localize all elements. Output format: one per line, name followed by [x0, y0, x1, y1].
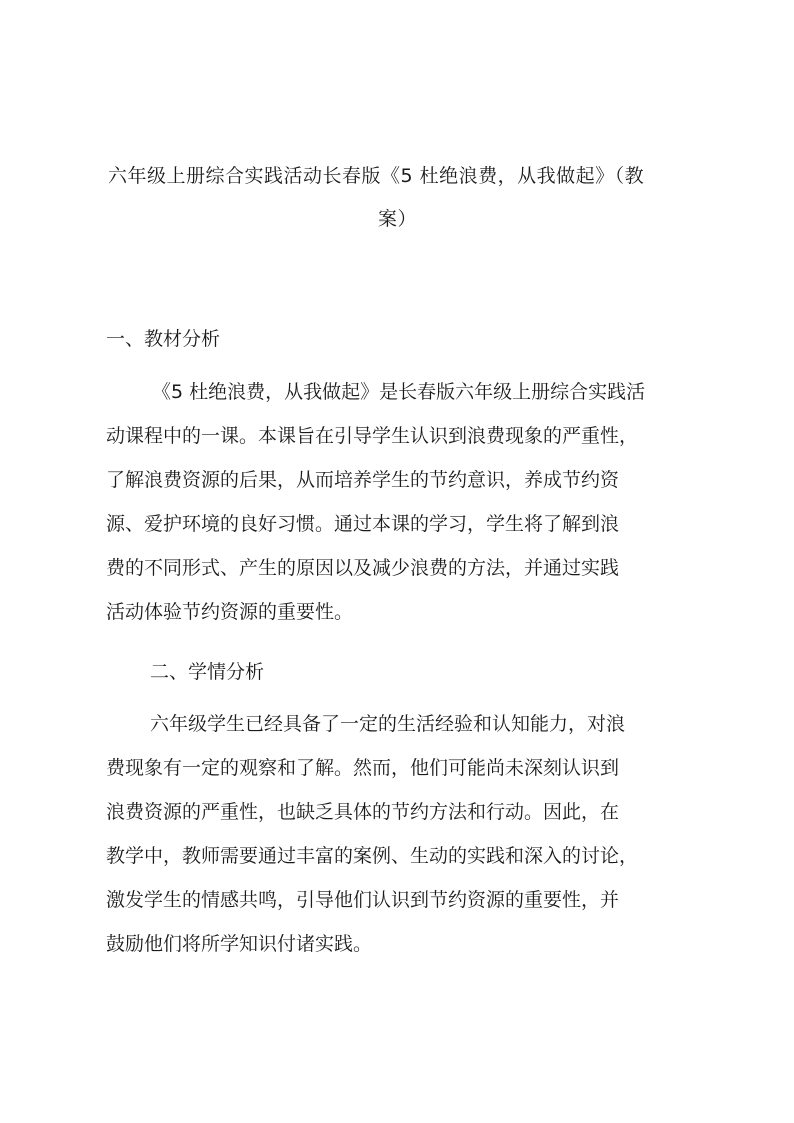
paragraph-line: 了解浪费资源的后果，从而培养学生的节约意识，养成节约资 [106, 469, 620, 491]
paragraph-line: 活动体验节约资源的重要性。 [106, 601, 354, 623]
section-heading-student-analysis: 二、学情分析 [150, 661, 265, 683]
document-title-line-1: 六年级上册综合实践活动长春版《5 杜绝浪费，从我做起》（教 [108, 165, 645, 187]
paragraph-line: 鼓励他们将所学知识付诸实践。 [106, 933, 373, 955]
paragraph-line: 费现象有一定的观察和了解。然而，他们可能尚未深刻认识到 [106, 757, 620, 779]
paragraph-line: 费的不同形式、产生的原因以及减少浪费的方法，并通过实践 [106, 557, 620, 579]
paragraph-line: 动课程中的一课。本课旨在引导学生认识到浪费现象的严重性， [106, 425, 639, 447]
document-title-line-2: 案） [378, 208, 418, 230]
paragraph-line: 源、爱护环境的良好习惯。通过本课的学习，学生将了解到浪 [106, 513, 620, 535]
section-heading-textbook-analysis: 一、教材分析 [106, 328, 221, 350]
paragraph-line: 六年级学生已经具备了一定的生活经验和认知能力，对浪 [150, 713, 626, 735]
paragraph-line: 《5 杜绝浪费，从我做起》是长春版六年级上册综合实践活 [152, 381, 646, 403]
paragraph-line: 教学中，教师需要通过丰富的案例、生动的实践和深入的讨论， [106, 845, 639, 867]
paragraph-line: 浪费资源的严重性，也缺乏具体的节约方法和行动。因此，在 [106, 801, 620, 823]
paragraph-line: 激发学生的情感共鸣，引导他们认识到节约资源的重要性，并 [106, 889, 620, 911]
